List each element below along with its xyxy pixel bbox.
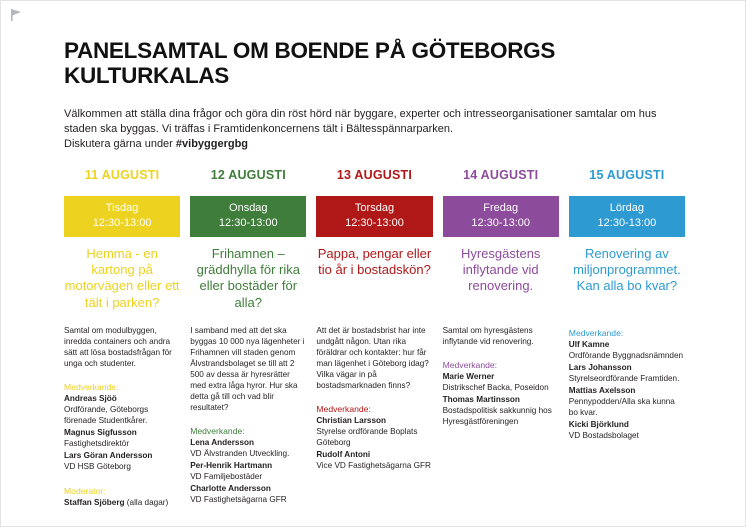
- intro-text: Välkommen att ställa dina frågor och göra din röst hörd när byggare, experter och intresseorganisationer samtalar om hus staden ska byggas. Vi träffas i Framtidenkoncernens tält i Bältesspännarparken.: [64, 107, 657, 135]
- person-role: VD Familjebostäder: [190, 471, 263, 481]
- date-header: 14 AUGUSTI: [463, 168, 539, 183]
- person-name: Lars Johansson: [568, 362, 632, 372]
- session-description: I samband med att det ska byggas 10 000 nya lägenheter i Frihamnen vill staden genom Älvstrandsbolaget se till att 2 500 av dessa är hyresrätter med extra låga hyror. Hur ska detta gå till och vad blir resultatet?: [190, 325, 305, 412]
- day-label: Onsdag: [229, 202, 268, 215]
- person-name: Rudolf Antoni: [316, 449, 371, 459]
- day-label: Fredag: [483, 202, 519, 215]
- person-name: Christian Larsson: [316, 415, 387, 425]
- people-list: [569, 340, 685, 443]
- column-15-augusti: [569, 168, 685, 443]
- day-time-box: [190, 196, 306, 237]
- session-description: Samtal om modulbyggen, inredda containers och andra sätt att lösa bostadsfrågan för unga och studenter.: [64, 325, 172, 368]
- day-time-box: [316, 196, 432, 237]
- day-label: Tisdag: [105, 202, 139, 215]
- person: [316, 450, 432, 472]
- moderator-note: (alla dagar): [124, 497, 169, 507]
- medverkande-label: Medverkande:: [190, 425, 245, 436]
- person-role: VD Älvstranden Utveckling.: [190, 448, 290, 458]
- column-11-augusti: [64, 168, 180, 510]
- people-list: [316, 416, 432, 473]
- person: [569, 340, 685, 362]
- person-role: VD Bostadsbolaget: [568, 430, 639, 440]
- person: [569, 420, 685, 442]
- person-name: Marie Werner: [442, 371, 495, 381]
- person-name: Thomas Martinsson: [442, 394, 520, 404]
- person-role: Distrikschef Backa, Poseidon: [442, 382, 549, 392]
- moderator-label: Moderator:: [64, 485, 106, 496]
- person-name: Charlotte Andersson: [190, 483, 271, 493]
- person: [190, 484, 306, 506]
- person-role: VD Fastighetsägarna GFR: [190, 494, 287, 504]
- person-name: Magnus Sigfusson: [64, 427, 137, 437]
- day-label: Lördag: [609, 202, 645, 215]
- person-role: Fastighetsdirektör: [64, 438, 130, 448]
- medverkande-label: Medverkande:: [568, 327, 624, 338]
- person: [316, 416, 432, 449]
- session-description: Samtal om hyresgästens inflytande vid renovering.: [442, 325, 534, 346]
- person-name: Ulf Kamne: [568, 339, 610, 349]
- session-title: Pappa, pengar eller tio år i bostadskön?: [317, 245, 432, 278]
- person: [443, 372, 559, 394]
- people-list: [64, 394, 180, 474]
- person: [64, 428, 180, 450]
- person: [569, 386, 685, 419]
- people-list: [443, 372, 559, 429]
- person-name: Kicki Björklund: [568, 419, 629, 429]
- time-label: 12:30-13:00: [471, 216, 531, 229]
- moderator: [64, 498, 180, 509]
- time-label: 12:30-13:00: [345, 216, 404, 229]
- session-description: Att det är bostadsbrist har inte undgått någon. Utan rika föräldrar och kontakter: hur får man lägenhet i Göteborg idag? Vilka vägar in på bostadsmarknaden finns?: [316, 325, 429, 390]
- day-time-box: [443, 196, 559, 237]
- date-header: 13 AUGUSTI: [336, 168, 413, 183]
- medverkande-label: Medverkande:: [442, 359, 498, 370]
- person: [443, 395, 559, 428]
- person-role: Styrelse ordförande Boplats Göteborg: [316, 426, 418, 447]
- date-header: 12 AUGUSTI: [210, 168, 286, 183]
- person-name: Andreas Sjöö: [64, 393, 117, 403]
- person-name: Mattias Axelsson: [568, 385, 636, 395]
- page-title: PANELSAMTAL OM BOENDE PÅ GÖTEBORGS KULTURKALAS: [64, 38, 556, 88]
- day-time-box: [569, 196, 685, 237]
- time-label: 12:30-13:00: [218, 216, 278, 229]
- schedule-columns: [64, 168, 685, 510]
- hashtag: #vibyggergbg: [175, 137, 249, 150]
- page-corner-logo-icon: [10, 8, 24, 22]
- session-title: Hyresgästens inflytande vid renovering.: [460, 245, 541, 294]
- session-title: Frihamnen – gräddhylla för rika eller bostäder för alla?: [196, 245, 300, 310]
- person-role: Styrelseordförande Framtiden.: [568, 373, 680, 383]
- day-time-box: [64, 196, 180, 237]
- medverkande-label: Medverkande:: [316, 403, 371, 414]
- person-role: Pennypodden/Alla ska kunna bo kvar.: [568, 396, 675, 417]
- column-14-augusti: [443, 168, 559, 429]
- date-header: 11 AUGUSTI: [84, 168, 160, 183]
- day-label: Torsdag: [354, 202, 395, 215]
- person-name: Lena Andersson: [190, 437, 255, 447]
- person-role: Ordförande, Göteborgs förenade Studentkårer.: [64, 404, 149, 425]
- discuss-prefix: Diskutera gärna under: [64, 137, 176, 150]
- people-list: [190, 438, 306, 507]
- person: [569, 363, 685, 385]
- moderator-name: Staffan Sjöberg: [64, 497, 125, 507]
- person-name: Per-Henrik Hartmann: [190, 460, 273, 470]
- session-title: Renovering av miljonprogrammet. Kan alla bo kvar?: [573, 245, 681, 294]
- content: [1, 1, 745, 510]
- column-13-augusti: [316, 168, 432, 473]
- person-name: Lars Göran Andersson: [64, 450, 153, 460]
- session-title: Hemma - en kartong på motorvägen eller ett tält i parken?: [64, 245, 180, 310]
- person-role: Vice VD Fastighetsägarna GFR: [316, 460, 431, 470]
- intro-paragraph: [64, 107, 685, 153]
- person: [190, 438, 306, 460]
- date-header: 15 AUGUSTI: [589, 168, 665, 183]
- time-label: 12:30-13:00: [597, 216, 657, 229]
- time-label: 12:30-13:00: [92, 216, 152, 229]
- person-role: Ordförande Byggnadsnämnden: [568, 350, 684, 360]
- person: [64, 394, 180, 427]
- person: [64, 451, 180, 473]
- person-role: Bostadspolitisk sakkunnig hos Hyresgästföreningen: [442, 405, 552, 426]
- person: [190, 461, 306, 483]
- person-role: VD HSB Göteborg: [64, 461, 131, 471]
- column-12-augusti: [190, 168, 306, 506]
- medverkande-label: Medverkande:: [64, 381, 119, 392]
